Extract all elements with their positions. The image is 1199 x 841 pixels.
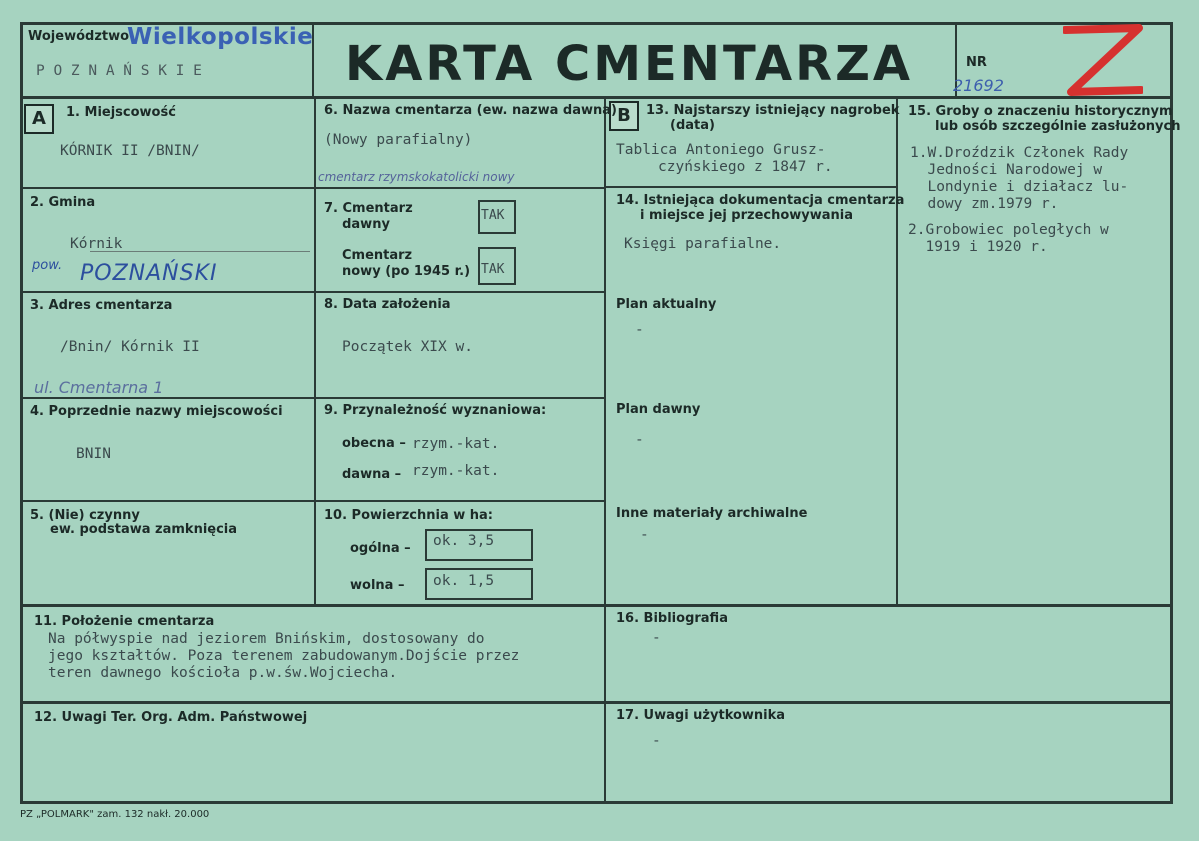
field-12-label: 12. Uwagi Ter. Org. Adm. Państwowej	[34, 710, 308, 725]
plan-dawny-label: Plan dawny	[616, 402, 701, 417]
field-4-value: BNIN	[76, 446, 111, 462]
header-bottom	[20, 96, 1173, 99]
field-13-line-2: czyńskiego z 1847 r.	[658, 159, 833, 175]
plan-dawny-value: -	[635, 432, 644, 448]
field-6-label: 6. Nazwa cmentarza (ew. nazwa dawna)	[324, 103, 617, 118]
section-a-box: A	[24, 104, 54, 134]
field-15-item-1-line-2: Jedności Narodowej w	[910, 162, 1103, 178]
field-2-label: 2. Gmina	[30, 195, 96, 210]
row-line-b1	[605, 186, 898, 188]
field-10-label: 10. Powierzchnia w ha:	[324, 508, 494, 523]
field-2-hand-prefix: pow.	[32, 258, 63, 273]
plan-aktualny-value: -	[635, 322, 644, 338]
field-7-dawny-value: TAK	[481, 208, 505, 223]
inne-materialy-value: -	[640, 527, 649, 543]
field-3-label: 3. Adres cmentarza	[30, 298, 173, 313]
row-line-2a	[20, 291, 606, 293]
z-mark-icon	[1063, 24, 1143, 96]
field-6-value: (Nowy parafialny)	[324, 132, 473, 148]
field-9-dawna-value: rzym.-kat.	[412, 463, 500, 479]
row-line-4a	[20, 500, 606, 502]
field-16-value: -	[652, 630, 661, 646]
field-8-label: 8. Data założenia	[324, 297, 451, 312]
row-line-5	[20, 604, 1173, 607]
field-13-label-1: 13. Najstarszy istniejący nagrobek	[646, 103, 900, 118]
wojewodztwo-typed: P O Z N A Ń S K I E	[36, 63, 202, 79]
field-11-line-1: Na półwyspie nad jeziorem Bnińskim, dostosowany do	[48, 631, 485, 647]
field-15-item-1-line-3: Londynie i działacz lu-	[910, 179, 1129, 195]
field-6-hand-value: cmentarz rzymskokatolicki nowy	[318, 170, 515, 184]
wojewodztwo-stamp: Wielkopolskie	[127, 24, 314, 50]
field-4-label: 4. Poprzednie nazwy miejscowości	[30, 404, 283, 419]
field-11-line-3: teren dawnego kościoła p.w.św.Wojciecha.	[48, 665, 398, 681]
frame-right	[1170, 22, 1173, 804]
field-14-value: Księgi parafialne.	[624, 236, 782, 252]
field-10-wolna-value: ok. 1,5	[433, 573, 495, 589]
row-line-6	[20, 701, 1173, 704]
field-7-label-dawny: 7. Cmentarz dawny	[324, 201, 413, 232]
field-13-label-2: (data)	[670, 118, 715, 133]
field-16-label: 16. Bibliografia	[616, 611, 728, 626]
row-line-1a	[20, 187, 606, 189]
row-line-3a	[20, 397, 606, 399]
frame-left	[20, 22, 23, 804]
field-9-obecna-label: obecna –	[342, 436, 406, 451]
nr-value: 21692	[953, 76, 1004, 95]
col-line-1	[314, 97, 316, 605]
field-1-value: KÓRNIK II /BNIN/	[60, 143, 200, 159]
field-11-label: 11. Położenie cmentarza	[34, 614, 215, 629]
field-15-item-1-line-4: dowy zm.1979 r.	[910, 196, 1059, 212]
field-9-label: 9. Przynależność wyznaniowa:	[324, 403, 547, 418]
field-10-ogolna-value: ok. 3,5	[433, 533, 495, 549]
field-11-line-2: jego kształtów. Poza terenem zabudowanym.Dojście przez	[48, 648, 520, 664]
field-15-label-1: 15. Groby o znaczeniu historycznym	[908, 104, 1173, 119]
field-5-label-2: ew. podstawa zamknięcia	[50, 522, 238, 537]
section-b-box: B	[609, 101, 639, 131]
inne-materialy-label: Inne materiały archiwalne	[616, 506, 808, 521]
col-line-2	[604, 97, 606, 801]
field-15-item-1-line-1: 1.W.Droździk Członek Rady	[910, 145, 1129, 161]
field-8-value: Początek XIX w.	[342, 339, 473, 355]
field-17-label: 17. Uwagi użytkownika	[616, 708, 786, 723]
gmina-underline	[90, 251, 310, 252]
field-15-label-2: lub osób szczególnie zasłużonych	[935, 119, 1181, 134]
frame-bottom	[20, 801, 1173, 804]
page-title: KARTA CMENTARZA	[345, 36, 914, 92]
field-2-value: Kórnik	[70, 236, 123, 252]
footer-print-info: PZ „POLMARK" zam. 132 nakł. 20.000	[20, 809, 210, 820]
field-17-value: -	[652, 733, 661, 749]
wojewodztwo-label: Województwo	[28, 29, 130, 44]
field-2-hand-value: POZNAŃSKI	[80, 261, 218, 286]
nr-label: NR	[966, 55, 987, 70]
field-10-ogolna-label: ogólna –	[350, 541, 411, 556]
field-1-label: 1. Miejscowość	[66, 105, 176, 120]
plan-aktualny-label: Plan aktualny	[616, 297, 717, 312]
field-5-label-1: 5. (Nie) czynny	[30, 508, 140, 523]
field-15-item-2-line-2: 1919 i 1920 r.	[908, 239, 1048, 255]
col-line-3	[896, 97, 898, 605]
field-13-line-1: Tablica Antoniego Grusz-	[616, 142, 826, 158]
field-7-nowy-value: TAK	[481, 262, 505, 277]
field-7-label-nowy: Cmentarz nowy (po 1945 r.)	[342, 248, 471, 279]
field-3-value: /Bnin/ Kórnik II	[60, 339, 200, 355]
field-3-hand-value: ul. Cmentarna 1	[34, 378, 164, 397]
field-9-obecna-value: rzym.-kat.	[412, 436, 500, 452]
field-9-dawna-label: dawna –	[342, 467, 402, 482]
field-15-item-2-line-1: 2.Grobowiec poległych w	[908, 222, 1109, 238]
field-14-label-1: 14. Istniejąca dokumentacja cmentarza	[616, 193, 905, 208]
field-10-wolna-label: wolna –	[350, 578, 405, 593]
field-14-label-2: i miejsce jej przechowywania	[640, 208, 854, 223]
